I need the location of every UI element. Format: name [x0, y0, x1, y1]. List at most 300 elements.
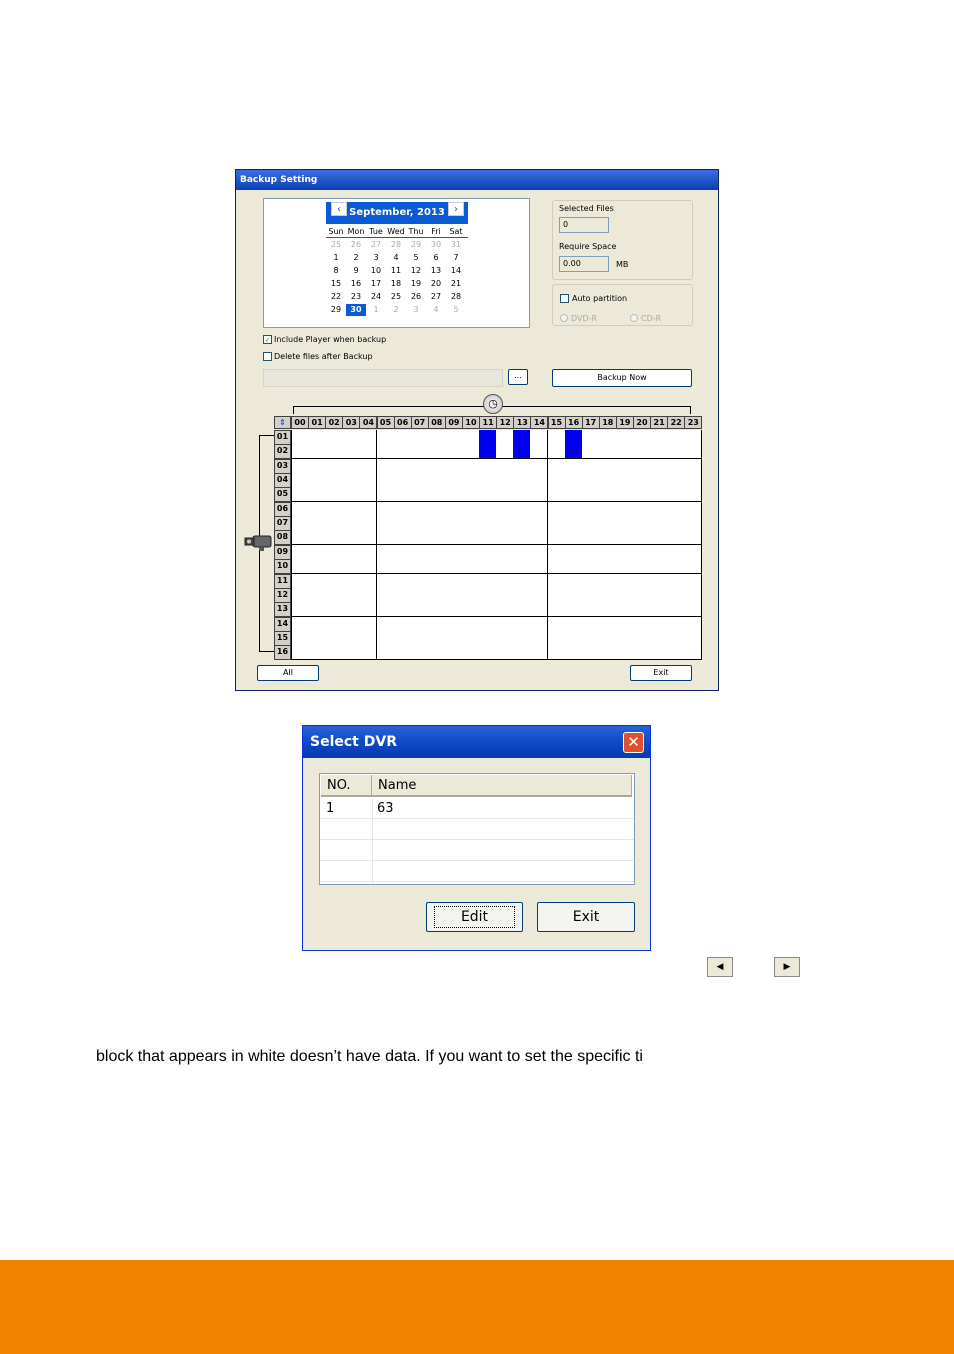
schedule-cell[interactable] — [394, 430, 412, 445]
schedule-cell[interactable] — [599, 444, 617, 459]
schedule-cell[interactable] — [633, 516, 651, 531]
schedule-cell[interactable] — [479, 444, 497, 459]
schedule-cell[interactable] — [377, 645, 395, 660]
schedule-cell[interactable] — [667, 631, 685, 646]
schedule-cell[interactable] — [667, 516, 685, 531]
calendar-day[interactable]: 18 — [390, 279, 402, 288]
hour-header[interactable]: 09 — [445, 416, 463, 429]
schedule-cell[interactable] — [308, 559, 326, 574]
calendar-day[interactable]: 3 — [413, 305, 419, 314]
schedule-cell[interactable] — [291, 588, 309, 603]
schedule-cell[interactable] — [513, 602, 531, 617]
schedule-cell[interactable] — [428, 645, 446, 660]
schedule-cell[interactable] — [667, 430, 685, 445]
calendar-day[interactable]: 24 — [370, 292, 382, 301]
schedule-cell[interactable] — [325, 530, 343, 545]
schedule-cell[interactable] — [445, 617, 463, 632]
channel-header[interactable]: 14 — [274, 617, 291, 632]
schedule-cell[interactable] — [291, 516, 309, 531]
schedule-cell[interactable] — [342, 430, 360, 445]
schedule-cell[interactable] — [582, 631, 600, 646]
channel-header[interactable]: 12 — [274, 588, 291, 603]
schedule-cell[interactable] — [650, 459, 668, 474]
schedule-cell[interactable] — [650, 516, 668, 531]
schedule-cell[interactable] — [530, 530, 548, 545]
schedule-cell[interactable] — [325, 617, 343, 632]
schedule-cell[interactable] — [291, 631, 309, 646]
cd-r-radio[interactable] — [630, 314, 638, 322]
schedule-cell[interactable] — [359, 559, 377, 574]
schedule-cell[interactable] — [445, 602, 463, 617]
schedule-cell[interactable] — [359, 487, 377, 502]
schedule-cell[interactable] — [377, 631, 395, 646]
calendar-day[interactable]: 4 — [433, 305, 439, 314]
schedule-cell[interactable] — [667, 617, 685, 632]
schedule-cell[interactable] — [565, 516, 583, 531]
hour-header[interactable]: 11 — [479, 416, 497, 429]
schedule-cell[interactable] — [599, 574, 617, 589]
schedule-cell[interactable] — [377, 574, 395, 589]
schedule-cell[interactable] — [548, 444, 566, 459]
schedule-cell[interactable] — [359, 444, 377, 459]
schedule-cell[interactable] — [291, 444, 309, 459]
schedule-cell[interactable] — [308, 487, 326, 502]
schedule-cell[interactable] — [445, 645, 463, 660]
schedule-cell[interactable] — [650, 574, 668, 589]
schedule-cell[interactable] — [650, 559, 668, 574]
schedule-cell[interactable] — [530, 502, 548, 517]
schedule-cell[interactable] — [667, 444, 685, 459]
schedule-cell[interactable] — [325, 631, 343, 646]
schedule-cell[interactable] — [359, 502, 377, 517]
schedule-cell[interactable] — [616, 645, 634, 660]
schedule-cell[interactable] — [325, 602, 343, 617]
calendar-day[interactable]: 16 — [350, 279, 362, 288]
hour-header[interactable]: 02 — [325, 416, 343, 429]
schedule-cell[interactable] — [411, 574, 429, 589]
channel-header[interactable]: 10 — [274, 559, 291, 574]
schedule-cell[interactable] — [650, 545, 668, 560]
schedule-cell[interactable] — [582, 502, 600, 517]
schedule-cell[interactable] — [582, 574, 600, 589]
schedule-cell[interactable] — [291, 645, 309, 660]
schedule-cell[interactable] — [359, 617, 377, 632]
schedule-cell[interactable] — [342, 487, 360, 502]
schedule-cell[interactable] — [650, 588, 668, 603]
schedule-cell[interactable] — [582, 559, 600, 574]
schedule-cell[interactable] — [565, 502, 583, 517]
schedule-cell[interactable] — [599, 645, 617, 660]
schedule-cell[interactable] — [462, 459, 480, 474]
schedule-cell[interactable] — [411, 502, 429, 517]
channel-header[interactable]: 16 — [274, 645, 291, 660]
schedule-cell[interactable] — [377, 459, 395, 474]
auto-partition-checkbox[interactable] — [560, 294, 569, 303]
schedule-cell[interactable] — [411, 516, 429, 531]
schedule-cell[interactable] — [428, 473, 446, 488]
schedule-cell[interactable] — [633, 631, 651, 646]
schedule-cell[interactable] — [513, 444, 531, 459]
schedule-cell[interactable] — [291, 487, 309, 502]
hour-header[interactable]: 18 — [599, 416, 617, 429]
schedule-cell[interactable] — [394, 459, 412, 474]
schedule-cell[interactable] — [445, 516, 463, 531]
schedule-cell[interactable] — [394, 516, 412, 531]
schedule-cell[interactable] — [411, 430, 429, 445]
exit-button[interactable]: Exit — [630, 665, 692, 681]
schedule-cell[interactable] — [394, 444, 412, 459]
calendar-day[interactable]: 5 — [413, 253, 419, 262]
schedule-cell[interactable] — [496, 444, 514, 459]
schedule-cell[interactable] — [530, 588, 548, 603]
schedule-cell[interactable] — [530, 459, 548, 474]
calendar-day[interactable]: 2 — [393, 305, 399, 314]
schedule-cell[interactable] — [377, 430, 395, 445]
calendar-day[interactable]: 6 — [433, 253, 439, 262]
hour-header[interactable]: 14 — [530, 416, 548, 429]
calendar-day[interactable]: 29 — [410, 240, 422, 249]
calendar-day[interactable]: 29 — [330, 305, 342, 314]
schedule-cell[interactable] — [377, 444, 395, 459]
schedule-cell[interactable] — [667, 487, 685, 502]
channel-header[interactable]: 05 — [274, 487, 291, 502]
dvr-exit-button[interactable]: Exit — [537, 902, 635, 932]
channel-header[interactable]: 04 — [274, 473, 291, 488]
schedule-cell[interactable] — [548, 502, 566, 517]
schedule-cell[interactable] — [616, 574, 634, 589]
calendar-day[interactable]: 7 — [453, 253, 459, 262]
schedule-cell[interactable] — [394, 487, 412, 502]
schedule-cell[interactable] — [445, 574, 463, 589]
channel-header[interactable]: 07 — [274, 516, 291, 531]
schedule-cell[interactable] — [496, 545, 514, 560]
schedule-cell[interactable] — [633, 430, 651, 445]
schedule-cell[interactable] — [325, 487, 343, 502]
schedule-cell[interactable] — [411, 444, 429, 459]
schedule-cell[interactable] — [565, 487, 583, 502]
schedule-cell[interactable] — [308, 430, 326, 445]
schedule-cell[interactable] — [394, 530, 412, 545]
schedule-cell[interactable] — [359, 602, 377, 617]
schedule-cell[interactable] — [462, 645, 480, 660]
schedule-cell[interactable] — [359, 588, 377, 603]
schedule-cell[interactable] — [496, 516, 514, 531]
schedule-cell[interactable] — [684, 559, 702, 574]
schedule-cell[interactable] — [513, 574, 531, 589]
browse-button[interactable]: ... — [508, 369, 528, 385]
schedule-cell[interactable] — [667, 588, 685, 603]
schedule-cell[interactable] — [684, 473, 702, 488]
schedule-cell[interactable] — [616, 516, 634, 531]
schedule-cell[interactable] — [359, 645, 377, 660]
schedule-cell[interactable] — [616, 430, 634, 445]
schedule-cell[interactable] — [582, 459, 600, 474]
channel-header[interactable]: 01 — [274, 430, 291, 445]
schedule-cell[interactable] — [684, 588, 702, 603]
calendar-day[interactable]: 25 — [390, 292, 402, 301]
schedule-cell[interactable] — [377, 487, 395, 502]
schedule-cell[interactable] — [599, 502, 617, 517]
schedule-cell[interactable] — [462, 617, 480, 632]
schedule-cell[interactable] — [496, 502, 514, 517]
schedule-cell[interactable] — [513, 588, 531, 603]
schedule-cell[interactable] — [325, 444, 343, 459]
schedule-cell[interactable] — [377, 617, 395, 632]
schedule-cell[interactable] — [650, 645, 668, 660]
calendar-day[interactable]: 5 — [453, 305, 459, 314]
schedule-cell[interactable] — [308, 502, 326, 517]
schedule-cell[interactable] — [479, 473, 497, 488]
hour-header[interactable]: 10 — [462, 416, 480, 429]
schedule-cell[interactable] — [496, 645, 514, 660]
schedule-cell[interactable] — [394, 502, 412, 517]
schedule-cell[interactable] — [377, 545, 395, 560]
calendar-day[interactable]: 31 — [450, 240, 462, 249]
channel-header[interactable]: 09 — [274, 545, 291, 560]
schedule-cell[interactable] — [496, 430, 514, 445]
schedule-cell[interactable] — [548, 559, 566, 574]
schedule-cell[interactable] — [325, 430, 343, 445]
schedule-cell[interactable] — [291, 617, 309, 632]
schedule-cell[interactable] — [479, 602, 497, 617]
schedule-cell[interactable] — [325, 545, 343, 560]
calendar-day[interactable]: 25 — [330, 240, 342, 249]
schedule-cell[interactable] — [530, 444, 548, 459]
schedule-cell[interactable] — [462, 545, 480, 560]
schedule-cell[interactable] — [513, 459, 531, 474]
schedule-cell[interactable] — [565, 588, 583, 603]
schedule-cell[interactable] — [445, 530, 463, 545]
calendar-day[interactable]: 2 — [353, 253, 359, 262]
schedule-cell[interactable] — [633, 588, 651, 603]
schedule-cell[interactable] — [428, 444, 446, 459]
schedule-cell[interactable] — [599, 430, 617, 445]
schedule-cell[interactable] — [291, 559, 309, 574]
schedule-cell[interactable] — [394, 588, 412, 603]
schedule-cell[interactable] — [548, 617, 566, 632]
schedule-cell[interactable] — [394, 617, 412, 632]
schedule-cell[interactable] — [496, 617, 514, 632]
schedule-cell[interactable] — [428, 459, 446, 474]
schedule-cell[interactable] — [325, 645, 343, 660]
schedule-cell[interactable] — [479, 459, 497, 474]
channel-header[interactable]: 13 — [274, 602, 291, 617]
calendar-day[interactable]: 15 — [330, 279, 342, 288]
schedule-cell[interactable] — [445, 487, 463, 502]
schedule-cell[interactable] — [342, 617, 360, 632]
schedule-cell[interactable] — [530, 516, 548, 531]
schedule-cell[interactable] — [359, 516, 377, 531]
schedule-cell[interactable] — [530, 617, 548, 632]
schedule-cell[interactable] — [582, 588, 600, 603]
schedule-cell[interactable] — [308, 574, 326, 589]
calendar-day[interactable]: 23 — [350, 292, 362, 301]
schedule-cell[interactable] — [359, 530, 377, 545]
schedule-cell[interactable] — [650, 631, 668, 646]
schedule-cell[interactable] — [428, 487, 446, 502]
calendar-day[interactable]: 21 — [450, 279, 462, 288]
schedule-cell[interactable] — [308, 459, 326, 474]
schedule-cell[interactable] — [462, 588, 480, 603]
schedule-cell[interactable] — [394, 574, 412, 589]
schedule-cell[interactable] — [291, 502, 309, 517]
schedule-cell[interactable] — [359, 545, 377, 560]
schedule-cell[interactable] — [325, 588, 343, 603]
schedule-cell[interactable] — [633, 574, 651, 589]
schedule-cell[interactable] — [359, 631, 377, 646]
chevron-right-icon[interactable]: › — [448, 202, 464, 216]
schedule-cell[interactable] — [616, 602, 634, 617]
schedule-cell[interactable] — [616, 631, 634, 646]
schedule-cell[interactable] — [548, 430, 566, 445]
schedule-cell[interactable] — [342, 645, 360, 660]
schedule-cell[interactable] — [496, 473, 514, 488]
schedule-cell[interactable] — [377, 602, 395, 617]
schedule-cell[interactable] — [616, 559, 634, 574]
schedule-cell[interactable] — [530, 602, 548, 617]
schedule-cell[interactable] — [650, 473, 668, 488]
schedule-cell[interactable] — [667, 459, 685, 474]
schedule-cell[interactable] — [616, 473, 634, 488]
schedule-cell[interactable] — [513, 530, 531, 545]
schedule-cell[interactable] — [650, 444, 668, 459]
schedule-cell[interactable] — [462, 502, 480, 517]
schedule-cell[interactable] — [325, 574, 343, 589]
schedule-cell[interactable] — [582, 516, 600, 531]
hour-header[interactable]: 13 — [513, 416, 531, 429]
schedule-cell[interactable] — [633, 459, 651, 474]
schedule-cell[interactable] — [291, 459, 309, 474]
schedule-cell[interactable] — [565, 430, 583, 445]
schedule-cell[interactable] — [684, 631, 702, 646]
sort-toggle-icon[interactable]: ⇕ — [274, 416, 291, 429]
schedule-cell[interactable] — [479, 487, 497, 502]
schedule-cell[interactable] — [428, 559, 446, 574]
schedule-cell[interactable] — [394, 545, 412, 560]
schedule-cell[interactable] — [411, 487, 429, 502]
schedule-cell[interactable] — [513, 516, 531, 531]
schedule-cell[interactable] — [377, 502, 395, 517]
schedule-cell[interactable] — [599, 602, 617, 617]
schedule-cell[interactable] — [684, 444, 702, 459]
schedule-cell[interactable] — [428, 545, 446, 560]
schedule-cell[interactable] — [548, 588, 566, 603]
schedule-cell[interactable] — [496, 588, 514, 603]
schedule-cell[interactable] — [291, 473, 309, 488]
schedule-cell[interactable] — [411, 645, 429, 660]
schedule-cell[interactable] — [667, 559, 685, 574]
schedule-cell[interactable] — [445, 588, 463, 603]
schedule-cell[interactable] — [565, 545, 583, 560]
schedule-cell[interactable] — [342, 631, 360, 646]
schedule-cell[interactable] — [462, 473, 480, 488]
schedule-cell[interactable] — [308, 473, 326, 488]
calendar-day[interactable]: 12 — [410, 266, 422, 275]
schedule-cell[interactable] — [359, 473, 377, 488]
schedule-cell[interactable] — [411, 602, 429, 617]
calendar-day[interactable]: 4 — [393, 253, 399, 262]
schedule-cell[interactable] — [462, 559, 480, 574]
schedule-cell[interactable] — [445, 559, 463, 574]
schedule-cell[interactable] — [342, 502, 360, 517]
schedule-cell[interactable] — [599, 459, 617, 474]
schedule-cell[interactable] — [565, 574, 583, 589]
schedule-cell[interactable] — [462, 444, 480, 459]
schedule-cell[interactable] — [428, 516, 446, 531]
hour-header[interactable]: 21 — [650, 416, 668, 429]
calendar-day[interactable]: 19 — [410, 279, 422, 288]
schedule-cell[interactable] — [582, 617, 600, 632]
hour-header[interactable]: 05 — [377, 416, 395, 429]
schedule-cell[interactable] — [530, 473, 548, 488]
schedule-cell[interactable] — [428, 574, 446, 589]
hour-header[interactable]: 20 — [633, 416, 651, 429]
schedule-cell[interactable] — [377, 530, 395, 545]
schedule-cell[interactable] — [684, 502, 702, 517]
schedule-cell[interactable] — [325, 516, 343, 531]
schedule-cell[interactable] — [445, 631, 463, 646]
schedule-cell[interactable] — [599, 617, 617, 632]
schedule-cell[interactable] — [599, 545, 617, 560]
schedule-cell[interactable] — [428, 617, 446, 632]
channel-header[interactable]: 11 — [274, 574, 291, 589]
schedule-cell[interactable] — [308, 631, 326, 646]
schedule-cell[interactable] — [582, 530, 600, 545]
schedule-cell[interactable] — [684, 574, 702, 589]
schedule-cell[interactable] — [342, 459, 360, 474]
schedule-cell[interactable] — [411, 530, 429, 545]
calendar-day[interactable]: 22 — [330, 292, 342, 301]
schedule-cell[interactable] — [684, 645, 702, 660]
schedule-cell[interactable] — [479, 588, 497, 603]
calendar-day[interactable]: 10 — [370, 266, 382, 275]
schedule-cell[interactable] — [496, 602, 514, 617]
schedule-cell[interactable] — [650, 430, 668, 445]
schedule-cell[interactable] — [633, 502, 651, 517]
schedule-cell[interactable] — [530, 631, 548, 646]
schedule-cell[interactable] — [582, 645, 600, 660]
schedule-cell[interactable] — [565, 459, 583, 474]
schedule-cell[interactable] — [359, 430, 377, 445]
hour-header[interactable]: 17 — [582, 416, 600, 429]
dvd-r-radio[interactable] — [560, 314, 568, 322]
table-row[interactable] — [320, 799, 634, 819]
calendar-day[interactable]: 20 — [430, 279, 442, 288]
calendar-day[interactable]: 30 — [430, 240, 442, 249]
schedule-cell[interactable] — [411, 617, 429, 632]
schedule-cell[interactable] — [496, 559, 514, 574]
schedule-cell[interactable] — [530, 645, 548, 660]
schedule-cell[interactable] — [411, 473, 429, 488]
schedule-cell[interactable] — [496, 459, 514, 474]
schedule-cell[interactable] — [394, 631, 412, 646]
calendar-day[interactable]: 27 — [430, 292, 442, 301]
schedule-cell[interactable] — [667, 645, 685, 660]
calendar-day[interactable]: 26 — [410, 292, 422, 301]
schedule-cell[interactable] — [513, 559, 531, 574]
schedule-cell[interactable] — [650, 487, 668, 502]
schedule-cell[interactable] — [462, 602, 480, 617]
schedule-cell[interactable] — [428, 502, 446, 517]
schedule-cell[interactable] — [633, 530, 651, 545]
schedule-cell[interactable] — [582, 602, 600, 617]
schedule-cell[interactable] — [342, 473, 360, 488]
schedule-cell[interactable] — [291, 545, 309, 560]
schedule-cell[interactable] — [496, 487, 514, 502]
schedule-cell[interactable] — [394, 602, 412, 617]
backup-path-field[interactable] — [263, 369, 503, 387]
schedule-cell[interactable] — [325, 559, 343, 574]
